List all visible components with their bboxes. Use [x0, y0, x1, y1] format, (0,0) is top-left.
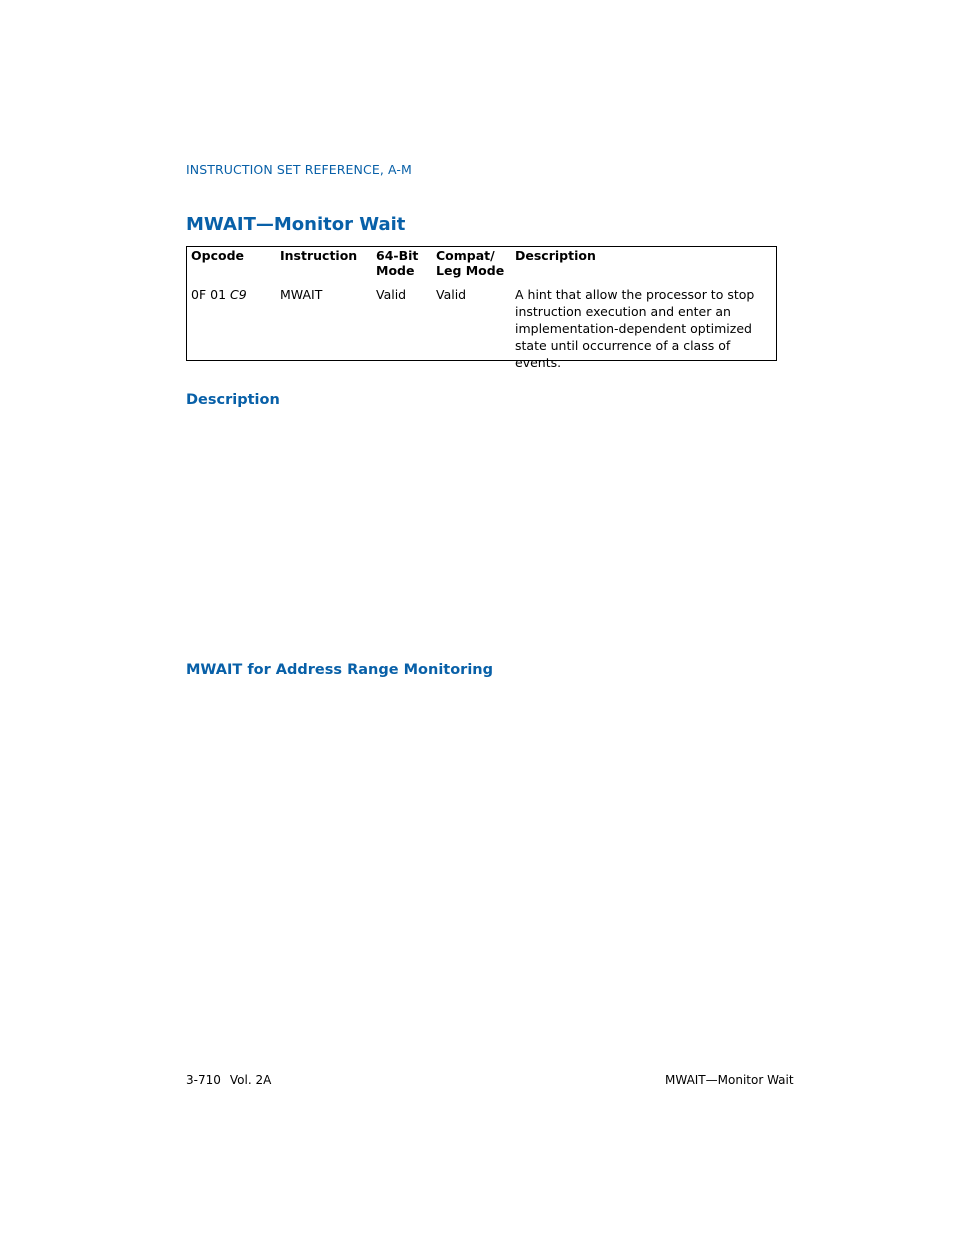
column-header-64bit-line1: 64-Bit: [376, 248, 419, 263]
cell-description: A hint that allow the processor to stop instruction execution and enter an implementation-dependent optimized state until occurrence of a class of events.: [515, 287, 755, 370]
opcode-table: [186, 246, 777, 370]
column-header-compat-mode: [436, 248, 504, 278]
page-title: MWAIT—Monitor Wait: [186, 214, 406, 235]
volume-label: Vol. 2A: [229, 1073, 272, 1087]
section-heading-address-range-monitoring: MWAIT for Address Range Monitoring: [186, 662, 494, 678]
page-number: 3-710: [186, 1073, 221, 1087]
running-header: INSTRUCTION SET REFERENCE, A-M: [186, 162, 412, 177]
section-heading-description: Description: [186, 392, 280, 408]
cell-compat-mode: Valid: [436, 287, 467, 302]
column-header-compat-line1: Compat/: [436, 248, 495, 263]
column-header-compat-line2: Leg Mode: [436, 263, 505, 278]
footer-left: [186, 1073, 271, 1087]
cell-instruction: MWAIT: [280, 287, 323, 302]
column-header-64bit-line2: Mode: [376, 263, 415, 278]
column-header-description: Description: [515, 248, 596, 263]
footer-right-title: MWAIT—Monitor Wait: [665, 1073, 794, 1087]
column-header-instruction: Instruction: [280, 248, 358, 263]
column-header-opcode: Opcode: [191, 248, 244, 263]
opcode-modrm: C9: [230, 287, 247, 302]
opcode-bytes: 0F 01: [191, 287, 227, 302]
cell-opcode: [191, 286, 247, 303]
column-header-64bit-mode: [376, 248, 418, 278]
cell-64bit-mode: Valid: [376, 287, 407, 302]
